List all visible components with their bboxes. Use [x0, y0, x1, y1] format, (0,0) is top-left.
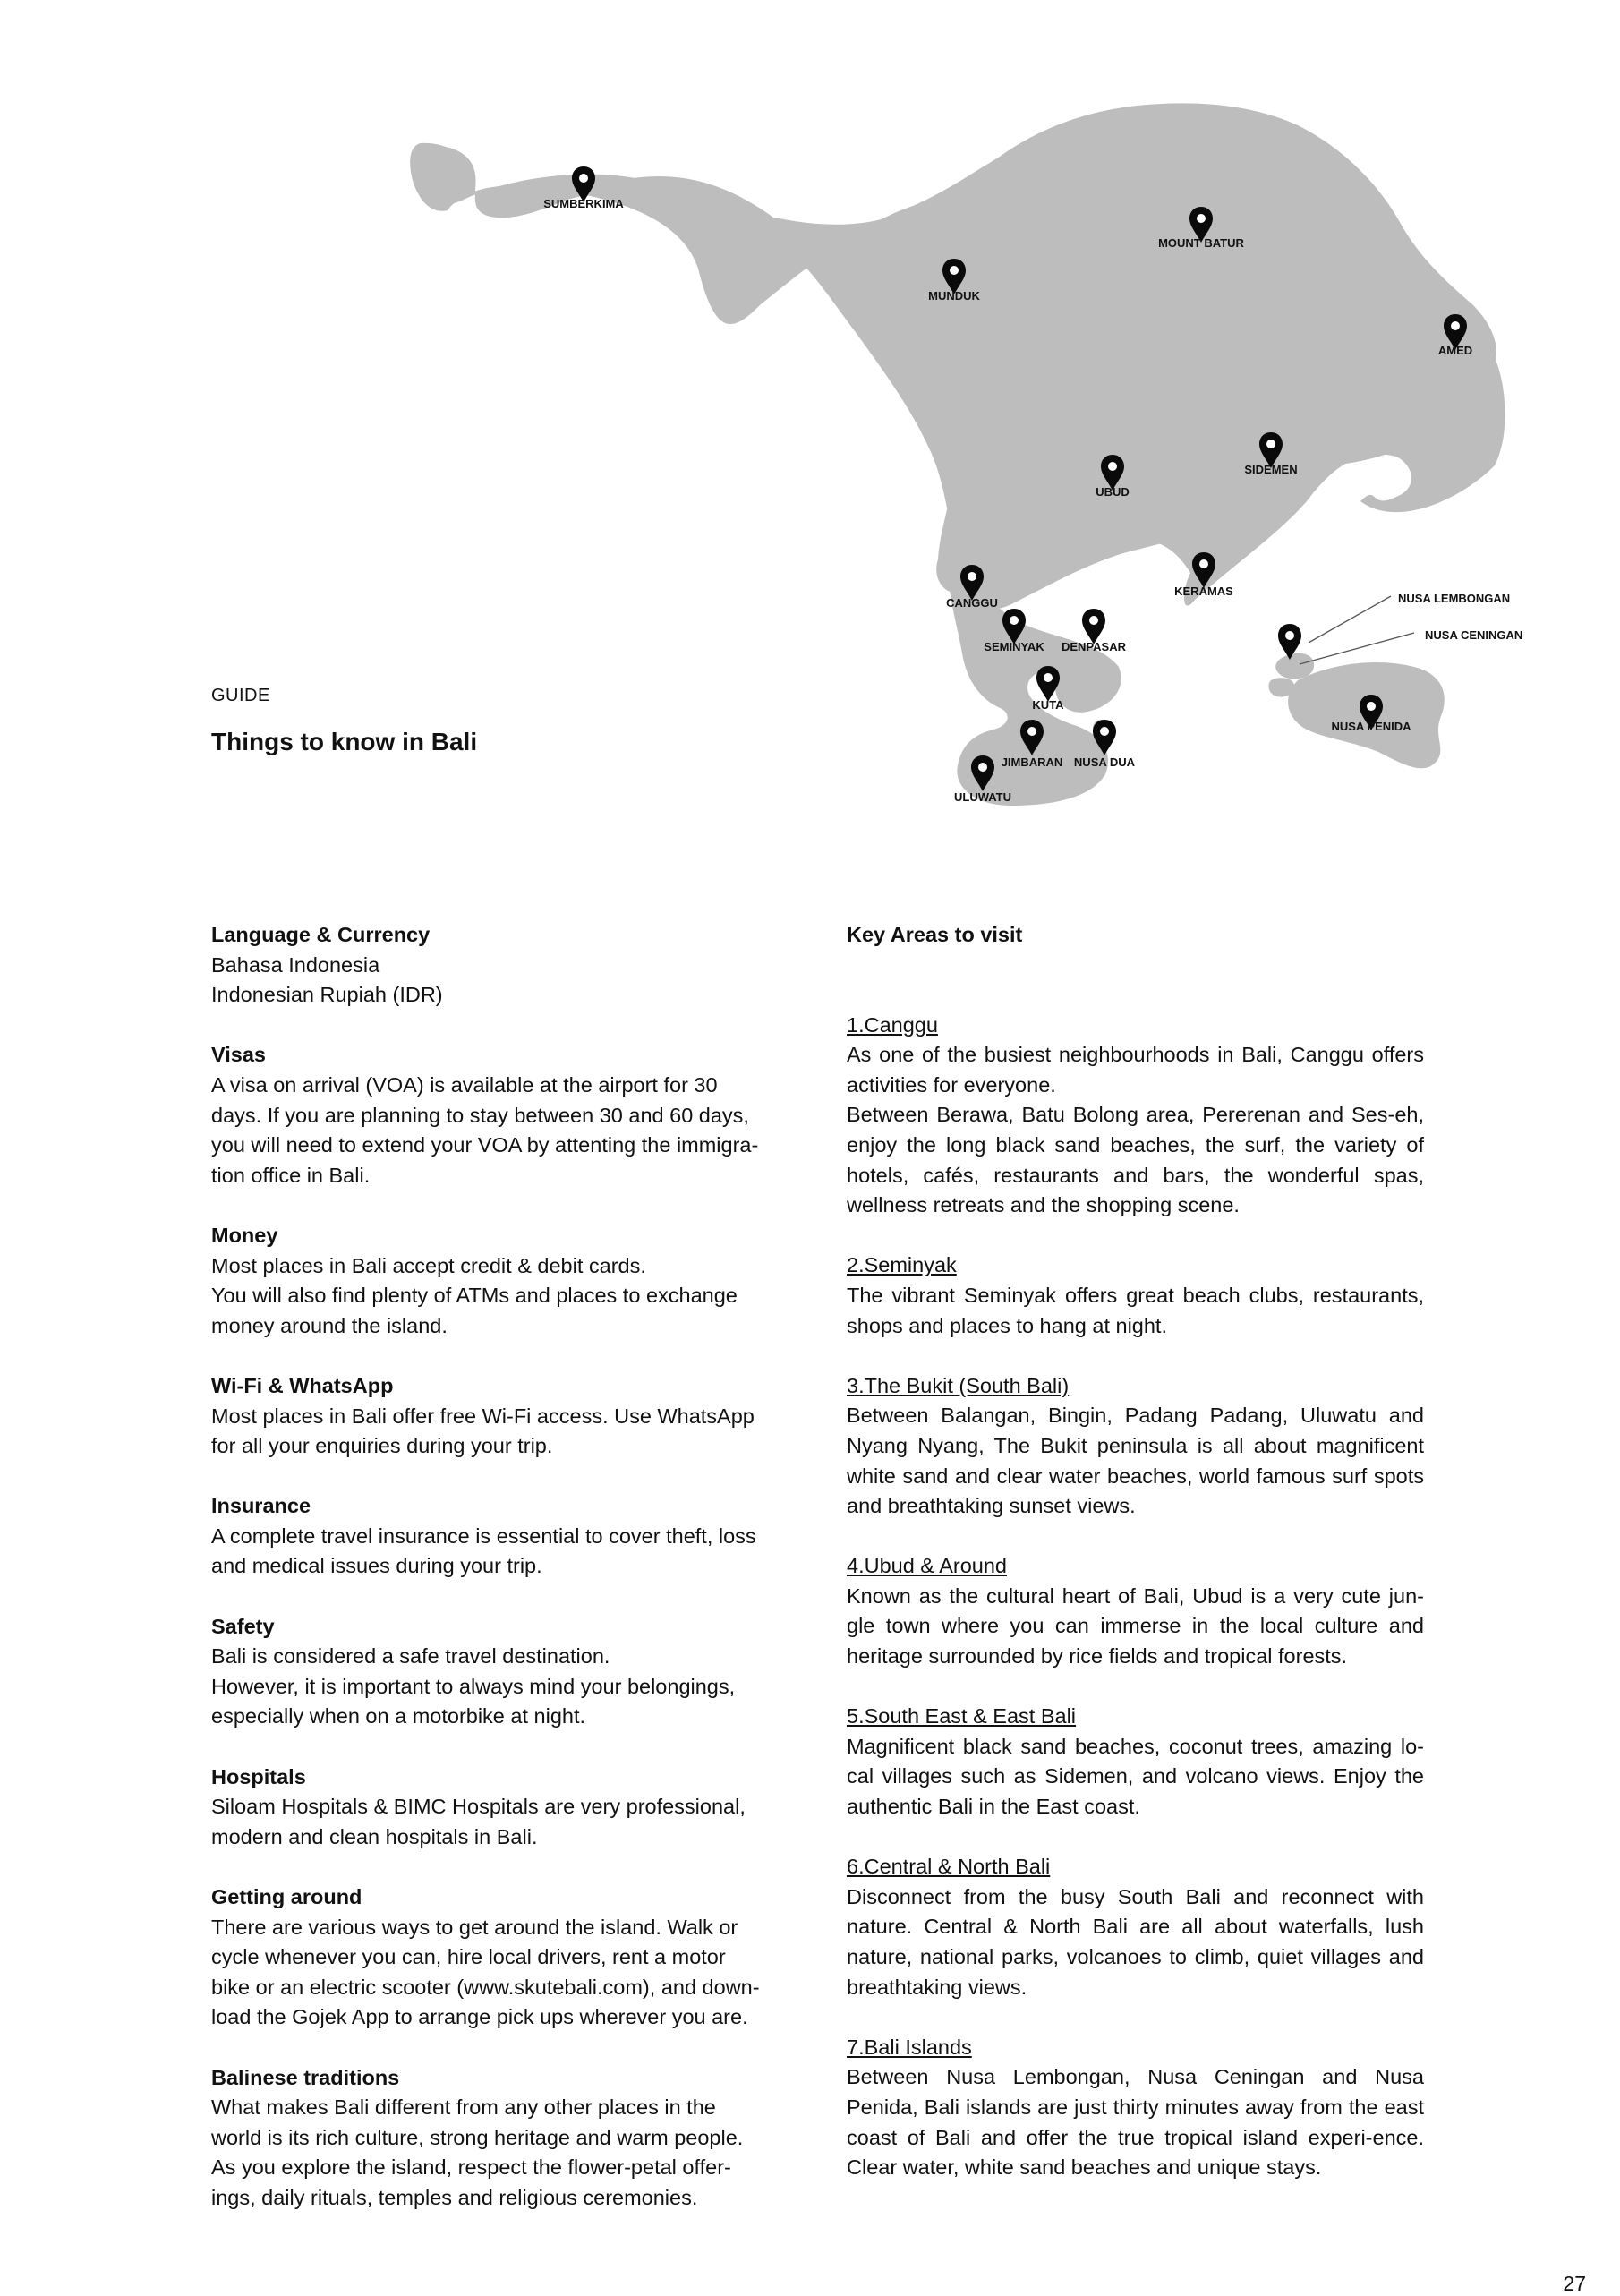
- text-line: Most places in Bali accept credit & debit cards.: [211, 1253, 646, 1277]
- section-kicker: GUIDE: [211, 686, 270, 705]
- pin-label-ubud: UBUD: [1096, 485, 1130, 499]
- area-text: Magnificent black sand beaches, coconut trees, amazing lo-cal villages such as Sidemen, and volcano views. Enjoy the authentic Bali in the East coast.: [847, 1734, 1424, 1819]
- text-line: Bali is considered a safe travel destination.: [211, 1644, 610, 1669]
- key-areas-heading: Key Areas to visit: [847, 923, 1023, 946]
- area-title: 6.Central & North Bali: [847, 1855, 1051, 1879]
- section-traditions: [211, 2063, 784, 2214]
- text-line: and medical issues during your trip.: [211, 1554, 542, 1578]
- section-hospitals: [211, 1763, 784, 1853]
- text-line: Siloam Hospitals & BIMC Hospitals are very professional,: [211, 1795, 746, 1819]
- text-line: bike or an electric scooter (www.skutebali.com), and down-: [211, 1975, 760, 1999]
- section-getting-around: [211, 1882, 784, 2033]
- pin-label-jimbaran: JIMBARAN: [1001, 755, 1063, 769]
- spacer: [847, 951, 1424, 1011]
- pin-label-keramas: KERAMAS: [1174, 585, 1233, 598]
- pin-label-denpasar: DENPASAR: [1062, 640, 1126, 653]
- area-text: As one of the busiest neighbourhoods in Bali, Canggu offers activities for everyone.: [847, 1043, 1424, 1097]
- pin-nusa-lembongan: [1278, 592, 1510, 660]
- section-insurance: [211, 1491, 784, 1582]
- leader-nusa-lembongan: [1309, 596, 1391, 643]
- section-heading: Language & Currency: [211, 923, 431, 946]
- map-pin-icon: [1082, 609, 1105, 644]
- area-title: 4.Ubud & Around: [847, 1554, 1007, 1578]
- text-line: days. If you are planning to stay between 30 and 60 days,: [211, 1103, 749, 1127]
- text-line: Bahasa Indonesia: [211, 952, 380, 977]
- section-language: [211, 920, 784, 1011]
- text-line: load the Gojek App to arrange pick ups wherever you are.: [211, 2005, 748, 2029]
- page-title: Things to know in Bali: [211, 728, 478, 755]
- nusa-lembongan-shape: [1275, 653, 1314, 679]
- text-line: However, it is important to always mind your belongings,: [211, 1674, 736, 1698]
- area-seminyak: [847, 1250, 1424, 1341]
- pin-label-seminyak: SEMINYAK: [984, 640, 1044, 653]
- pin-label-uluwatu: ULUWATU: [953, 790, 1012, 804]
- section-heading: Getting around: [211, 1885, 362, 1908]
- area-east-bali: [847, 1702, 1424, 1822]
- area-title: 2.Seminyak: [847, 1253, 957, 1277]
- pin-label-sumberkima: SUMBERKIMA: [543, 197, 624, 210]
- section-wifi: [211, 1371, 784, 1462]
- text-line: Indonesian Rupiah (IDR): [211, 983, 443, 1007]
- text-line: you will need to extend your VOA by attenting the immigra-: [211, 1133, 759, 1157]
- area-text: The vibrant Seminyak offers great beach clubs, restaurants, shops and places to hang at night.: [847, 1283, 1424, 1337]
- pin-label-nusa-dua: NUSA DUA: [1073, 755, 1136, 769]
- area-bukit: [847, 1371, 1424, 1522]
- area-canggu: [847, 1011, 1424, 1221]
- pin-label-amed: AMED: [1437, 344, 1473, 357]
- text-line: especially when on a motorbike at night.: [211, 1704, 586, 1728]
- right-column: [847, 920, 1424, 2213]
- area-title: 5.South East & East Bali: [847, 1704, 1077, 1728]
- text-line: for all your enquiries during your trip.: [211, 1434, 553, 1458]
- text-line: cycle whenever you can, hire local drivers, rent a motor: [211, 1945, 726, 1969]
- section-heading: Wi-Fi & WhatsApp: [211, 1373, 394, 1397]
- pin-label-nusa-penida: NUSA PENIDA: [1331, 720, 1411, 733]
- pin-label-munduk: MUNDUK: [928, 289, 980, 303]
- section-visas: [211, 1040, 784, 1191]
- area-north-bali: [847, 1852, 1424, 2002]
- pin-label-mount-batur: MOUNT BATUR: [1158, 236, 1244, 250]
- area-ubud: [847, 1551, 1424, 1671]
- section-heading: Visas: [211, 1043, 266, 1067]
- text-line: Most places in Bali offer free Wi-Fi access. Use WhatsApp: [211, 1404, 755, 1428]
- area-text: Known as the cultural heart of Bali, Ubud is a very cute jun-gle town where you can immerse in the local culture and heritage surrounded by rice fields and tropical forests.: [847, 1583, 1424, 1669]
- area-text: Between Balangan, Bingin, Padang Padang, Uluwatu and Nyang Nyang, The Bukit peninsula is all about magnificent white sand and clear water beaches, world famous surf spots and breathtaking sunset views.: [847, 1404, 1424, 1518]
- text-line: world is its rich culture, strong heritage and warm people.: [211, 2125, 744, 2149]
- section-heading: Safety: [211, 1614, 275, 1638]
- left-column: [211, 920, 784, 2243]
- text-line: A visa on arrival (VOA) is available at the airport for 30: [211, 1072, 718, 1097]
- section-heading: Balinese traditions: [211, 2065, 400, 2089]
- text-line: ings, daily rituals, temples and religious ceremonies.: [211, 2185, 698, 2209]
- page-number: 27: [1563, 2272, 1586, 2295]
- pin-label-nusa-lembongan: NUSA LEMBONGAN: [1398, 592, 1511, 605]
- text-line: modern and clean hospitals in Bali.: [211, 1824, 538, 1848]
- pin-label-nusa-ceningan: NUSA CENINGAN: [1425, 628, 1523, 642]
- text-line: There are various ways to get around the island. Walk or: [211, 1915, 738, 1939]
- text-line: money around the island.: [211, 1313, 448, 1337]
- area-title: 1.Canggu: [847, 1012, 938, 1037]
- area-title: 7.Bali Islands: [847, 2035, 972, 2059]
- section-heading: Insurance: [211, 1494, 311, 1518]
- pin-nusa-ceningan: [1425, 628, 1522, 642]
- pin-label-canggu: CANGGU: [946, 596, 998, 610]
- area-text: Disconnect from the busy South Bali and reconnect with nature. Central & North Bali are all about waterfalls, lush nature, national parks, volcanoes to climb, quiet villages and breathtaking views.: [847, 1884, 1424, 1999]
- section-safety: [211, 1612, 784, 1732]
- text-line: You will also find plenty of ATMs and places to exchange: [211, 1284, 738, 1308]
- section-money: [211, 1221, 784, 1341]
- area-text: Between Nusa Lembongan, Nusa Ceningan and Nusa Penida, Bali islands are just thirty minutes away from the east coast of Bali and offer the true tropical island experi-ence. Clear water, white sand beaches and unique stays.: [847, 2065, 1424, 2180]
- text-line: A complete travel insurance is essential to cover theft, loss: [211, 1524, 756, 1548]
- text-line: tion office in Bali.: [211, 1163, 371, 1187]
- pin-denpasar: [1062, 609, 1127, 653]
- text-line: What makes Bali different from any other places in the: [211, 2095, 716, 2120]
- area-bali-islands: [847, 2033, 1424, 2183]
- section-heading: Money: [211, 1223, 278, 1247]
- text-line: As you explore the island, respect the flower-petal offer-: [211, 2155, 731, 2180]
- area-text: Between Berawa, Batu Bolong area, Pererenan and Ses-eh, enjoy the long black sand beaches, the surf, the variety of hotels, cafés, restaurants and bars, the wonderful spas, wellness retreats and the shopping scene.: [847, 1103, 1424, 1217]
- pin-label-kuta: KUTA: [1032, 698, 1064, 712]
- pin-label-sidemen: SIDEMEN: [1244, 463, 1298, 476]
- section-heading: Hospitals: [211, 1764, 306, 1788]
- map-pin-icon: [1036, 666, 1060, 702]
- area-title: 3.The Bukit (South Bali): [847, 1373, 1070, 1397]
